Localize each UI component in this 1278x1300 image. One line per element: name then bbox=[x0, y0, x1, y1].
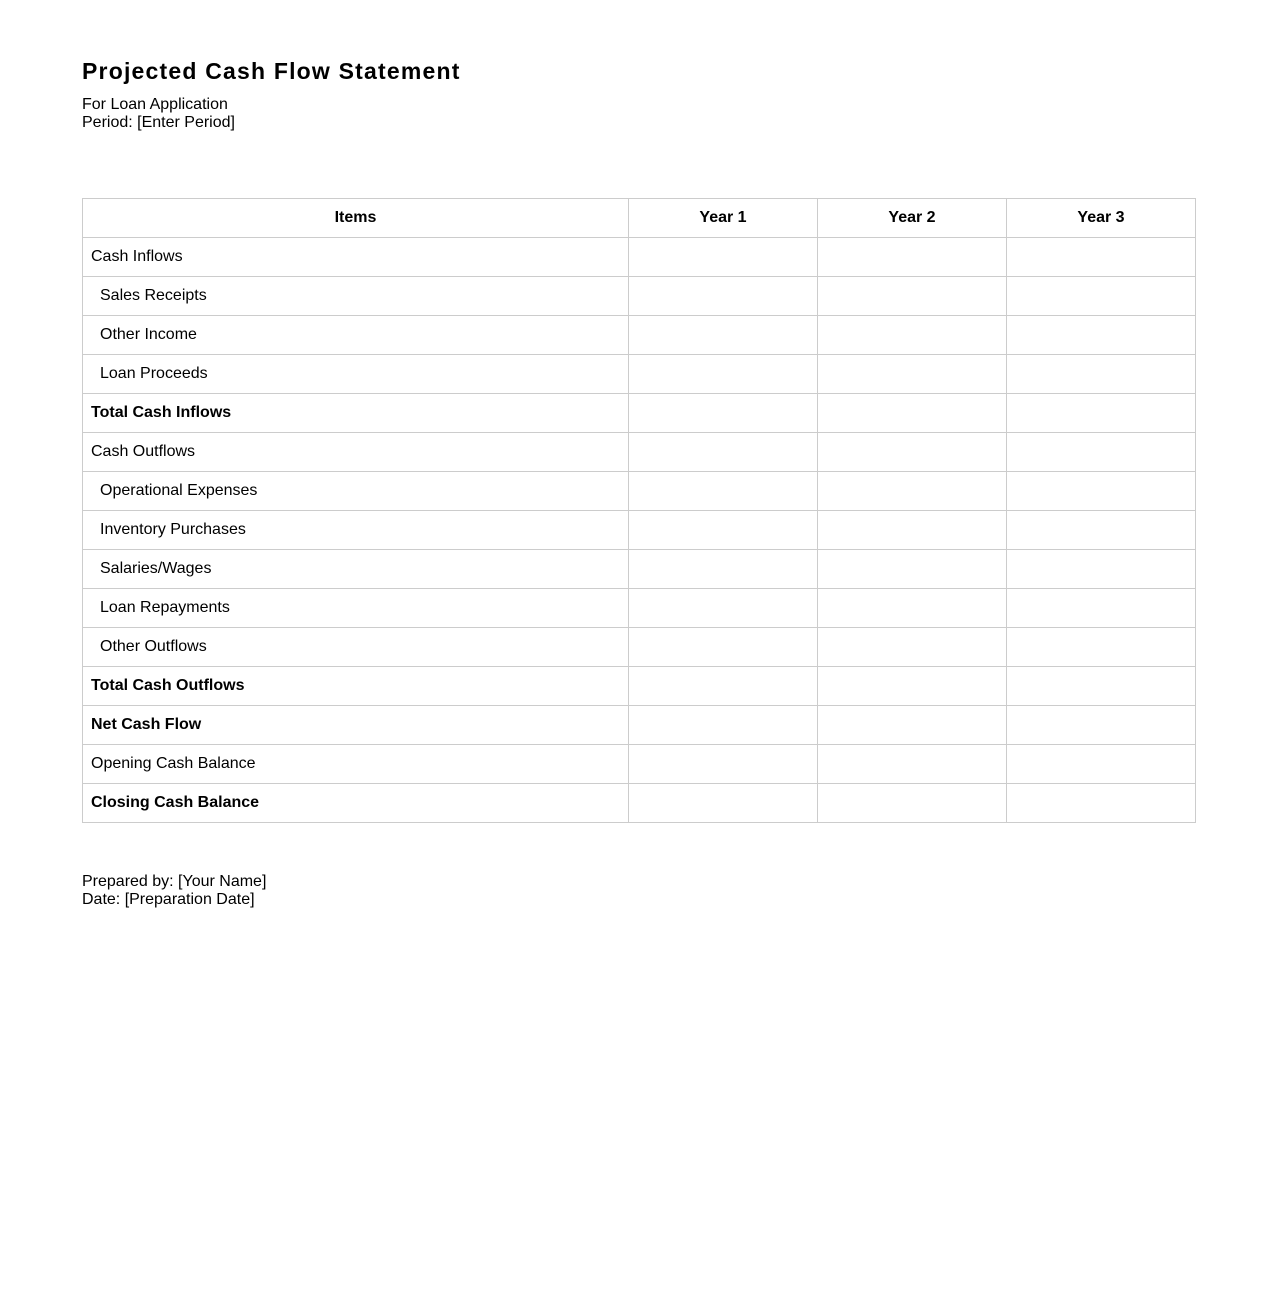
table-row bbox=[83, 472, 1196, 511]
year-3-cell[interactable] bbox=[1007, 472, 1196, 511]
prepared-by: Prepared by: [Your Name] bbox=[82, 873, 267, 890]
year-1-cell[interactable] bbox=[629, 706, 818, 745]
table-row bbox=[83, 745, 1196, 784]
year-1-cell[interactable] bbox=[629, 628, 818, 667]
cash-flow-table bbox=[82, 198, 1196, 823]
table-row bbox=[83, 784, 1196, 823]
year-2-cell[interactable] bbox=[818, 550, 1007, 589]
year-3-cell[interactable] bbox=[1007, 667, 1196, 706]
year-3-cell[interactable] bbox=[1007, 316, 1196, 355]
year-1-cell[interactable] bbox=[629, 511, 818, 550]
year-1-cell[interactable] bbox=[629, 667, 818, 706]
table-row bbox=[83, 706, 1196, 745]
row-label: Net Cash Flow bbox=[83, 706, 629, 745]
row-label: Loan Proceeds bbox=[83, 355, 629, 394]
row-label: Other Outflows bbox=[83, 628, 629, 667]
row-label: Cash Outflows bbox=[83, 433, 629, 472]
footer bbox=[82, 873, 266, 909]
year-1-cell[interactable] bbox=[629, 394, 818, 433]
table-row bbox=[83, 355, 1196, 394]
year-3-cell[interactable] bbox=[1007, 277, 1196, 316]
header-year-2: Year 2 bbox=[818, 199, 1007, 238]
table-row bbox=[83, 238, 1196, 277]
table-row bbox=[83, 589, 1196, 628]
year-3-cell[interactable] bbox=[1007, 355, 1196, 394]
year-3-cell[interactable] bbox=[1007, 589, 1196, 628]
table-row bbox=[83, 316, 1196, 355]
row-label: Operational Expenses bbox=[83, 472, 629, 511]
year-3-cell[interactable] bbox=[1007, 628, 1196, 667]
year-2-cell[interactable] bbox=[818, 433, 1007, 472]
year-1-cell[interactable] bbox=[629, 316, 818, 355]
table-row bbox=[83, 667, 1196, 706]
preparation-date: Date: [Preparation Date] bbox=[82, 891, 255, 908]
table-row bbox=[83, 433, 1196, 472]
row-label: Other Income bbox=[83, 316, 629, 355]
year-2-cell[interactable] bbox=[818, 394, 1007, 433]
year-2-cell[interactable] bbox=[818, 784, 1007, 823]
header-year-3: Year 3 bbox=[1007, 199, 1196, 238]
year-1-cell[interactable] bbox=[629, 784, 818, 823]
year-2-cell[interactable] bbox=[818, 628, 1007, 667]
year-3-cell[interactable] bbox=[1007, 433, 1196, 472]
table-row bbox=[83, 277, 1196, 316]
table-row bbox=[83, 550, 1196, 589]
year-1-cell[interactable] bbox=[629, 472, 818, 511]
year-1-cell[interactable] bbox=[629, 355, 818, 394]
table-header-row bbox=[83, 199, 1196, 238]
row-label: Inventory Purchases bbox=[83, 511, 629, 550]
row-label: Salaries/Wages bbox=[83, 550, 629, 589]
year-3-cell[interactable] bbox=[1007, 238, 1196, 277]
year-3-cell[interactable] bbox=[1007, 511, 1196, 550]
year-1-cell[interactable] bbox=[629, 277, 818, 316]
year-2-cell[interactable] bbox=[818, 667, 1007, 706]
period: Period: [Enter Period] bbox=[82, 114, 235, 131]
year-1-cell[interactable] bbox=[629, 589, 818, 628]
year-2-cell[interactable] bbox=[818, 238, 1007, 277]
year-2-cell[interactable] bbox=[818, 511, 1007, 550]
row-label: Total Cash Inflows bbox=[83, 394, 629, 433]
header-year-1: Year 1 bbox=[629, 199, 818, 238]
year-3-cell[interactable] bbox=[1007, 550, 1196, 589]
table-row bbox=[83, 394, 1196, 433]
year-2-cell[interactable] bbox=[818, 316, 1007, 355]
year-2-cell[interactable] bbox=[818, 706, 1007, 745]
subtitle-block bbox=[82, 96, 235, 132]
year-1-cell[interactable] bbox=[629, 550, 818, 589]
year-3-cell[interactable] bbox=[1007, 784, 1196, 823]
year-1-cell[interactable] bbox=[629, 433, 818, 472]
row-label: Closing Cash Balance bbox=[83, 784, 629, 823]
row-label: Sales Receipts bbox=[83, 277, 629, 316]
year-1-cell[interactable] bbox=[629, 238, 818, 277]
subtitle: For Loan Application bbox=[82, 96, 228, 113]
year-1-cell[interactable] bbox=[629, 745, 818, 784]
row-label: Opening Cash Balance bbox=[83, 745, 629, 784]
table-row bbox=[83, 628, 1196, 667]
year-2-cell[interactable] bbox=[818, 355, 1007, 394]
row-label: Loan Repayments bbox=[83, 589, 629, 628]
year-3-cell[interactable] bbox=[1007, 394, 1196, 433]
header-items: Items bbox=[83, 199, 629, 238]
year-3-cell[interactable] bbox=[1007, 745, 1196, 784]
year-2-cell[interactable] bbox=[818, 472, 1007, 511]
year-2-cell[interactable] bbox=[818, 589, 1007, 628]
table-row bbox=[83, 511, 1196, 550]
year-3-cell[interactable] bbox=[1007, 706, 1196, 745]
row-label: Cash Inflows bbox=[83, 238, 629, 277]
year-2-cell[interactable] bbox=[818, 745, 1007, 784]
row-label: Total Cash Outflows bbox=[83, 667, 629, 706]
page-title: Projected Cash Flow Statement bbox=[82, 58, 461, 84]
year-2-cell[interactable] bbox=[818, 277, 1007, 316]
